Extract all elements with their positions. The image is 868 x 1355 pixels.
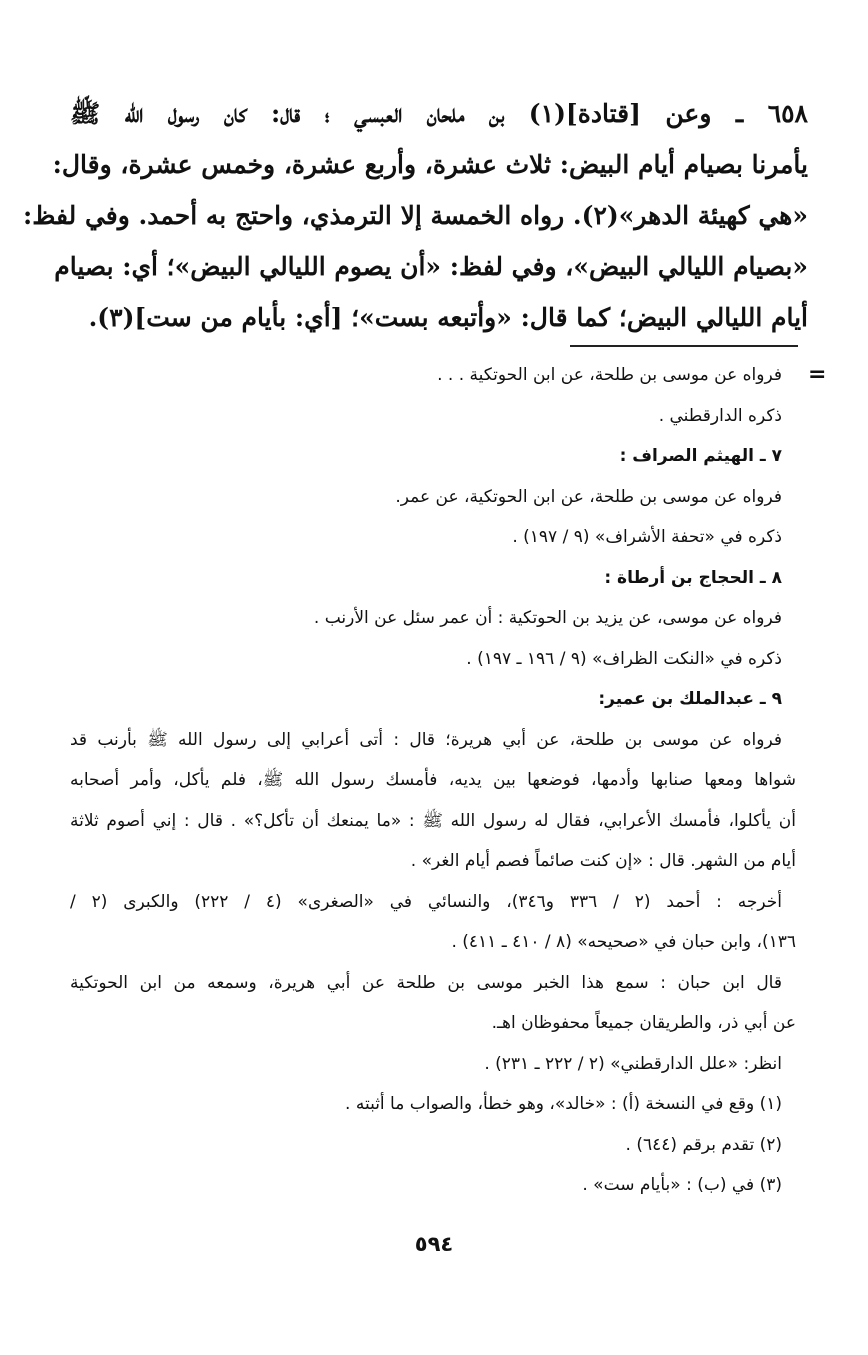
- main-line-2: يأمرنا بصيام أيام البيض: ثلاث عشرة، وأربع عشرة، وخمس عشرة، وقال:: [52, 150, 808, 179]
- note-line: ذكره الدارقطني .: [658, 405, 782, 426]
- note-line: فرواه عن موسى، عن يزيد بن الحوتكية : أن عمر سئل عن الأرنب .: [313, 608, 782, 628]
- main-line-4: «بصيام الليالي البيض»، وفي لفظ: «أن يصوم الليالي البيض»؛ أي: بصيام: [54, 252, 808, 281]
- note-line: فرواه عن موسى بن طلحة، عن أبي هريرة؛ قال : أتى أعرابي إلى رسول الله ﷺ بأرنب قد: [70, 729, 782, 750]
- continuation-mark: =: [808, 362, 827, 387]
- note-line: فرواه عن موسى بن طلحة، عن ابن الحوتكية . . .: [437, 365, 782, 385]
- note-line: قال ابن حبان : سمع هذا الخبر موسى بن طلحة عن أبي هريرة، وسمعه من ابن الحوتكية: [70, 972, 782, 993]
- note-line: فرواه عن موسى بن طلحة، عن ابن الحوتكية، عن عمر.: [395, 486, 782, 507]
- note-line: ذكره في «النكت الظراف» (٩ / ١٩٦ ـ ١٩٧) .: [466, 648, 782, 669]
- note-line: ١٣٦)، وابن حبان في «صحيحه» (٨ / ٤١٠ ـ ٤١١) .: [451, 932, 796, 952]
- note-line: عن أبي ذر، والطريقان جميعاً محفوظان اهـ.: [491, 1013, 796, 1033]
- note-line: ذكره في «تحفة الأشراف» (٩ / ١٩٧) .: [512, 527, 782, 547]
- note-line: شواها ومعها صنابها وأدمها، فوضعها بين يديه، فأمسك رسول الله ﷺ، فلم يأكل، وأمر أصحابه: [70, 770, 796, 790]
- footnote-1: (١) وقع في النسخة (أ) : «خالد»، وهو خطأ، والصواب ما أثبته .: [345, 1094, 782, 1114]
- page-number: ٥٩٤: [414, 1232, 454, 1256]
- footnote-3: (٣) في (ب) : «بأيام ست» .: [582, 1175, 782, 1195]
- main-line-3: «هي كهيئة الدهر»(٢). رواه الخمسة إلا الترمذي، واحتج به أحمد. وفي لفظ:: [23, 201, 808, 230]
- note-line: أن يأكلوا، فأمسك الأعرابي، فقال له رسول الله ﷺ : «ما يمنعك أن تأكل؟» . قال : إني أصوم ثلاثة: [70, 810, 796, 831]
- note-line: أخرجه : أحمد (٢ / ٣٣٦ و٣٤٦)، والنسائي في «الصغرى» (٤ / ٢٢٢) والكبرى (٢ /: [70, 891, 782, 912]
- main-line-5: أيام الليالي البيض؛ كما قال: «وأتبعه بست»؛ [أي: بأيام من ست](٣).: [88, 303, 808, 332]
- note-line: أيام من الشهر. قال : «إن كنت صائماً فصم أيام الغر» .: [410, 851, 796, 871]
- main-hadith-text: [23, 88, 808, 343]
- note-heading: ٧ ـ الهيثم الصراف :: [619, 446, 782, 466]
- footnote-2: (٢) تقدم برقم (٦٤٤) .: [625, 1134, 782, 1155]
- note-heading: ٨ ـ الحجاج بن أرطاة :: [604, 567, 782, 588]
- note-line: انظر: «علل الدارقطني» (٢ / ٢٢٢ ـ ٢٣١) .: [484, 1053, 782, 1074]
- main-line-1: ٦٥٨ ـ وعن [قتادة](١) بن ملحان العبسي ؛ قال: كان رسول الله ﷺ: [70, 99, 808, 128]
- footnote-separator: [570, 345, 798, 347]
- footnotes: [70, 355, 796, 1206]
- note-heading: ٩ ـ عبدالملك بن عمير:: [598, 689, 782, 709]
